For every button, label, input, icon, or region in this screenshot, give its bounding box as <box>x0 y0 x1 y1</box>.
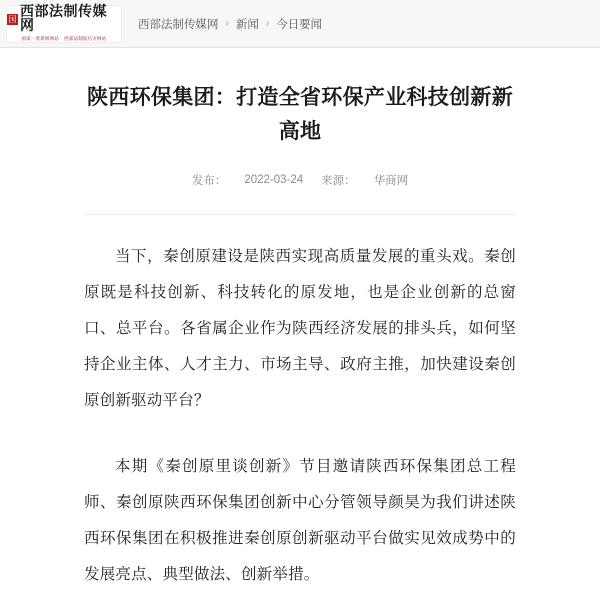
source-label: 来源： <box>321 175 356 187</box>
site-logo[interactable] <box>6 5 122 43</box>
logo-mark-icon: 国 <box>8 14 17 24</box>
article-paragraph: 当下，秦创原建设是陕西实现高质量发展的重头戏。秦创原既是科技创新、科技转化的原发地，也是企业创新的总窗口、总平台。各省属企业作为陕西经济发展的排头兵，如何坚持企业主体、人才主力、市场主导、政府主推，加快建设秦创原创新驱动平台？ <box>84 248 516 409</box>
publish-date: 2022-03-24 <box>244 174 304 186</box>
publish-label: 发布： <box>191 175 227 187</box>
source-name: 华商网 <box>373 175 409 187</box>
logo-subtitle-left: 国家一类新闻网站 <box>21 36 60 41</box>
breadcrumb-item-home[interactable]: 西部法制传媒网 <box>138 18 219 31</box>
page-title: 陕西环保集团：打造全省环保产业科技创新新高地 <box>87 86 513 143</box>
meta-divider <box>84 214 516 215</box>
logo-name: 西部法制传媒网 <box>20 4 107 34</box>
site-header <box>0 0 600 48</box>
logo-subtitle-right: 西部法制报官方网站 <box>64 36 107 41</box>
logo-subtitle <box>22 36 107 42</box>
article <box>0 48 600 593</box>
breadcrumb-separator-icon: › <box>225 18 229 29</box>
logo-main <box>7 5 121 33</box>
breadcrumb-separator-icon: › <box>265 18 270 29</box>
breadcrumb <box>138 16 322 32</box>
article-body <box>84 239 516 593</box>
article-meta <box>84 172 516 188</box>
article-paragraph: 本期《秦创原里谈创新》节目邀请陕西环保集团总工程师、秦创原陕西环保集团创新中心分管领导颜昊为我们讲述陕西环保集团在积极推进秦创原创新驱动平台做实见效成势中的发展亮点、典型做法、创新举措。 <box>84 458 516 583</box>
breadcrumb-item-news[interactable]: 新闻 <box>235 18 259 31</box>
breadcrumb-item-current: 今日要闻 <box>276 18 323 31</box>
